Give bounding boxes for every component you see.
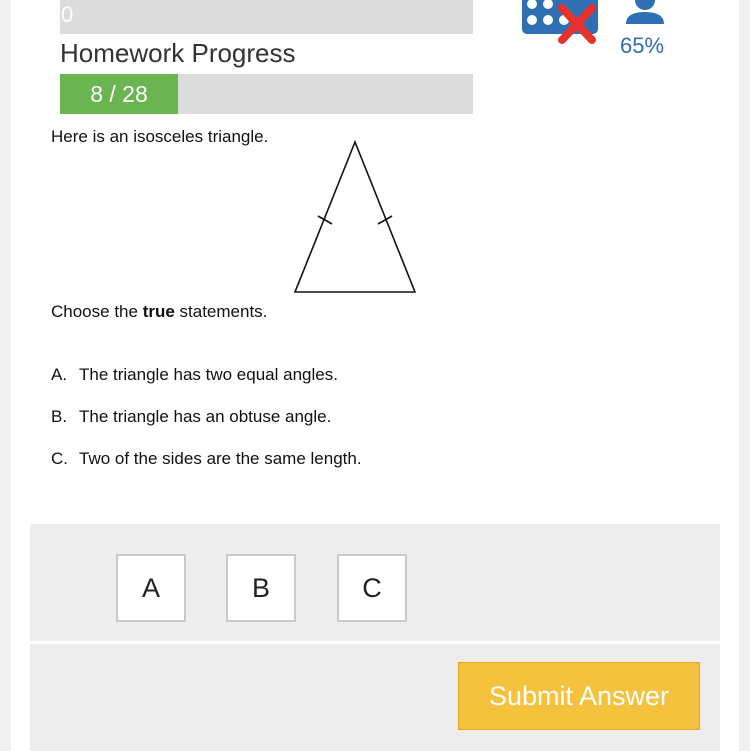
accuracy-percent: 65% [620, 33, 665, 58]
right-frame [739, 0, 750, 751]
question-intro: Here is an isosceles triangle. [51, 127, 269, 146]
dice-wrong-icon [522, 0, 600, 46]
top-progress-bar [60, 0, 473, 34]
submit-answer-button[interactable]: Submit Answer [458, 662, 700, 730]
option-c: C. Two of the sides are the same length. [51, 449, 362, 468]
isosceles-triangle-diagram [290, 138, 420, 298]
choice-c-button[interactable]: C [337, 554, 407, 622]
submit-area [30, 644, 720, 751]
option-a: A. The triangle has two equal angles. [51, 365, 338, 384]
top-progress-text: 0 [61, 2, 74, 27]
homework-progress-title: Homework Progress [60, 38, 296, 68]
choice-a-button[interactable]: A [116, 554, 186, 622]
option-b: B. The triangle has an obtuse angle. [51, 407, 332, 426]
person-icon [622, 0, 668, 24]
answer-area [30, 524, 720, 641]
question-prompt: Choose the true statements. [51, 302, 268, 321]
homework-progress-fill: 8 / 28 [60, 74, 178, 114]
homework-progress-bar [60, 74, 473, 114]
left-frame [0, 0, 11, 751]
choice-b-button[interactable]: B [226, 554, 296, 622]
